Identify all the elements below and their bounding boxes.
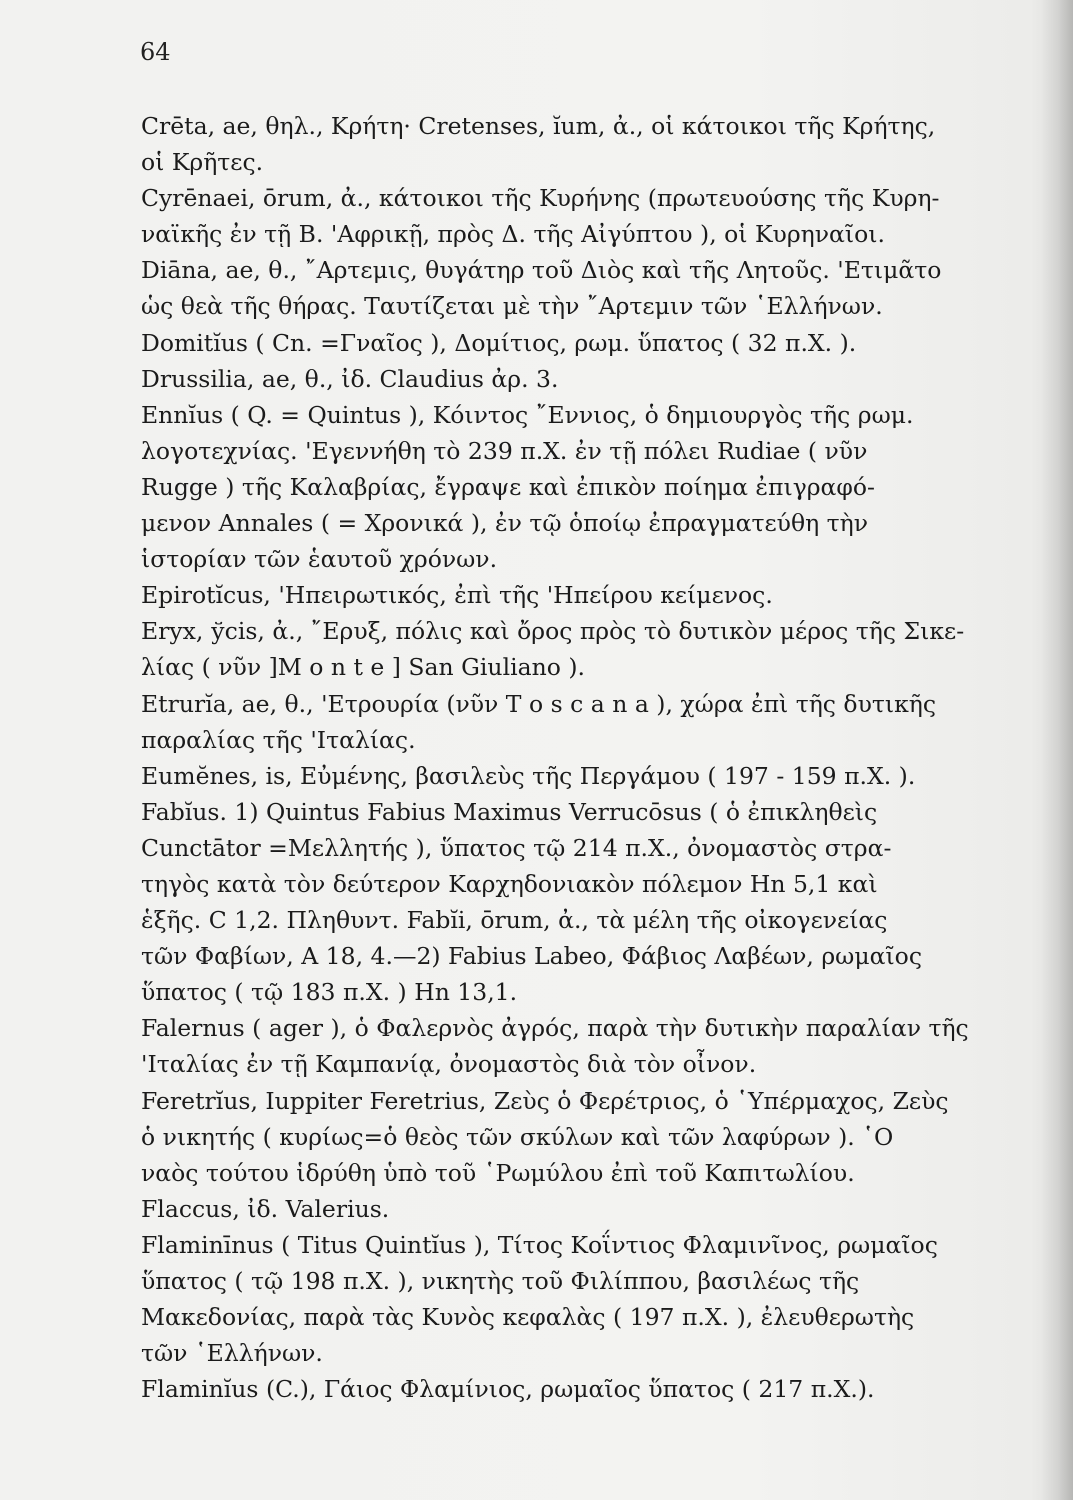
entry-line: ναϊκῆς ἐν τῇ Β. 'Αφρικῇ, πρὸς Δ. τῆς Αἰγύπτου ), οἱ Κυρηναῖοι. — [141, 220, 885, 249]
entry-line: Falernus ( ager ), ὁ Φαλερνὸς ἀγρός, παρὰ τὴν δυτικὴν παραλίαν τῆς — [141, 1014, 969, 1043]
entry-line: ἑξῆς. C 1,2. Πληθυντ. Fabĭi, ōrum, ἀ., τὰ μέλη τῆς οἰκογενείας — [141, 906, 888, 935]
entry-line: Μακεδονίας, παρὰ τὰς Κυνὸς κεφαλὰς ( 197 π.Χ. ), ἐλευθερωτὴς — [141, 1303, 915, 1332]
entry-line: ὕπατος ( τῷ 198 π.Χ. ), νικητὴς τοῦ Φιλίππου, βασιλέως τῆς — [141, 1267, 860, 1295]
entry-line: Cunctātor =Μελλητής ), ὕπατος τῷ 214 π.Χ., ὀνομαστὸς στρα- — [141, 833, 892, 862]
entry-line: οἱ Κρῆτες. — [141, 148, 264, 177]
glossary-entry — [141, 758, 993, 794]
entry-line: Flaccus, ἰδ. Valerius. — [141, 1194, 390, 1223]
glossary-entry — [141, 180, 993, 252]
entry-line: παραλίας τῆς 'Ιταλίας. — [141, 725, 416, 754]
entry-line: Cyrēnaei, ōrum, ἀ., κάτοικοι τῆς Κυρήνης (πρωτευούσης τῆς Κυρη- — [141, 184, 940, 213]
entry-line: ὁ νικητής ( κυρίως=ὁ θεὸς τῶν σκύλων καὶ τῶν λαφύρων ). ῾Ο — [141, 1122, 894, 1151]
entry-line: ὕπατος ( τῷ 183 π.Χ. ) Hn 13,1. — [141, 978, 518, 1007]
glossary-entry — [141, 1083, 993, 1191]
entry-line: Ennĭus ( Q. = Quintus ), Κόιντος ῎Εννιος, ὁ δημιουργὸς τῆς ρωμ. — [141, 400, 914, 429]
entry-line: 'Ιταλίας ἐν τῇ Καμπανίᾳ, ὀνομαστὸς διὰ τὸν οἶνον. — [141, 1050, 757, 1079]
glossary-entry — [141, 361, 993, 397]
glossary-entry — [141, 108, 993, 180]
entry-line: Etrurĭa, ae, θ., 'Ετρουρία (νῦν T o s c a n a ), χώρα ἐπὶ τῆς δυτικῆς — [141, 689, 936, 718]
page-number: 64 — [140, 38, 171, 66]
entry-line: τῶν Φαβίων, A 18, 4.—2) Fabius Labeo, Φάβιος Λαβέων, ρωμαῖος — [141, 942, 922, 971]
glossary-entry — [141, 1227, 993, 1371]
entry-line: λίας ( νῦν ]M o n t e ] San Giuliano ). — [141, 653, 585, 682]
entry-line: Epirotĭcus, 'Ηπειρωτικός, ἐπὶ τῆς 'Ηπείρου κείμενος. — [141, 581, 773, 610]
entry-line: Feretrĭus, Iuppiter Feretrius, Ζεὺς ὁ Φερέτριος, ὁ ῾Υπέρμαχος, Ζεὺς — [141, 1086, 949, 1115]
entry-line: ὡς θεὰ τῆς θήρας. Ταυτίζεται μὲ τὴν ῎Αρτεμιν τῶν ῾Ελλήνων. — [141, 292, 883, 321]
entry-line: Eryx, ўcis, ἀ., ῎Ερυξ, πόλις καὶ ὄρος πρὸς τὸ δυτικὸν μέρος τῆς Σικε- — [141, 617, 965, 646]
glossary-entry — [141, 686, 993, 758]
entry-line: Rugge ) τῆς Καλαβρίας, ἔγραψε καὶ ἐπικὸν ποίημα ἐπιγραφό- — [141, 472, 875, 501]
entry-line: Eumĕnes, is, Εὐμένης, βασιλεὺς τῆς Περγάμου ( 197 - 159 π.Χ. ). — [141, 761, 916, 790]
glossary-entry — [141, 1191, 993, 1227]
entry-line: τηγὸς κατὰ τὸν δεύτερον Καρχηδονιακὸν πόλεμον Hn 5,1 καὶ — [141, 869, 878, 898]
page-edge-shadow — [1041, 0, 1073, 1500]
entry-line: τῶν ῾Ελλήνων. — [141, 1339, 323, 1368]
entry-line: λογοτεχνίας. 'Εγεννήθη τὸ 239 π.Χ. ἐν τῇ πόλει Rudiae ( νῦν — [141, 436, 868, 465]
glossary-entry — [141, 397, 993, 577]
entry-line: ἱστορίαν τῶν ἑαυτοῦ χρόνων. — [141, 545, 498, 574]
entry-line: Diāna, ae, θ., ῎Αρτεμις, θυγάτηρ τοῦ Διὸς καὶ τῆς Λητοῦς. 'Ετιμᾶτο — [141, 256, 942, 285]
entry-line: Crēta, ae, θηλ., Κρήτη· Cretenses, ĭum, ἀ., οἱ κάτοικοι τῆς Κρήτης, — [141, 112, 936, 140]
glossary-entry — [141, 325, 993, 361]
glossary-entry — [141, 1010, 993, 1082]
entry-line: Fabĭus. 1) Quintus Fabius Maximus Verrucōsus ( ὁ ἐπικληθεὶς — [141, 797, 878, 826]
glossary-entries — [141, 108, 993, 1407]
entry-line: Domitĭus ( Cn. =Γναῖος ), Δομίτιος, ρωμ. ὕπατος ( 32 π.Χ. ). — [141, 328, 857, 357]
entry-line: Flaminĭus (C.), Γάιος Φλαμίνιος, ρωμαῖος ὕπατος ( 217 π.Χ.). — [141, 1375, 875, 1404]
glossary-entry — [141, 794, 993, 1011]
glossary-entry — [141, 577, 993, 613]
entry-line: Drussilia, ae, θ., ἰδ. Claudius ἀρ. 3. — [141, 364, 559, 393]
glossary-entry — [141, 252, 993, 324]
entry-line: μενον Annales ( = Χρονικά ), ἐν τῷ ὁποίῳ ἐπραγματεύθη τὴν — [141, 509, 869, 538]
entry-line: ναὸς τούτου ἱδρύθη ὑπὸ τοῦ ῾Ρωμύλου ἐπὶ τοῦ Καπιτωλίου. — [141, 1158, 855, 1187]
glossary-entry — [141, 613, 993, 685]
entry-line: Flaminīnus ( Titus Quintĭus ), Τίτος Κοΐντιος Φλαμινῖνος, ρωμαῖος — [141, 1230, 938, 1259]
glossary-entry — [141, 1371, 993, 1407]
